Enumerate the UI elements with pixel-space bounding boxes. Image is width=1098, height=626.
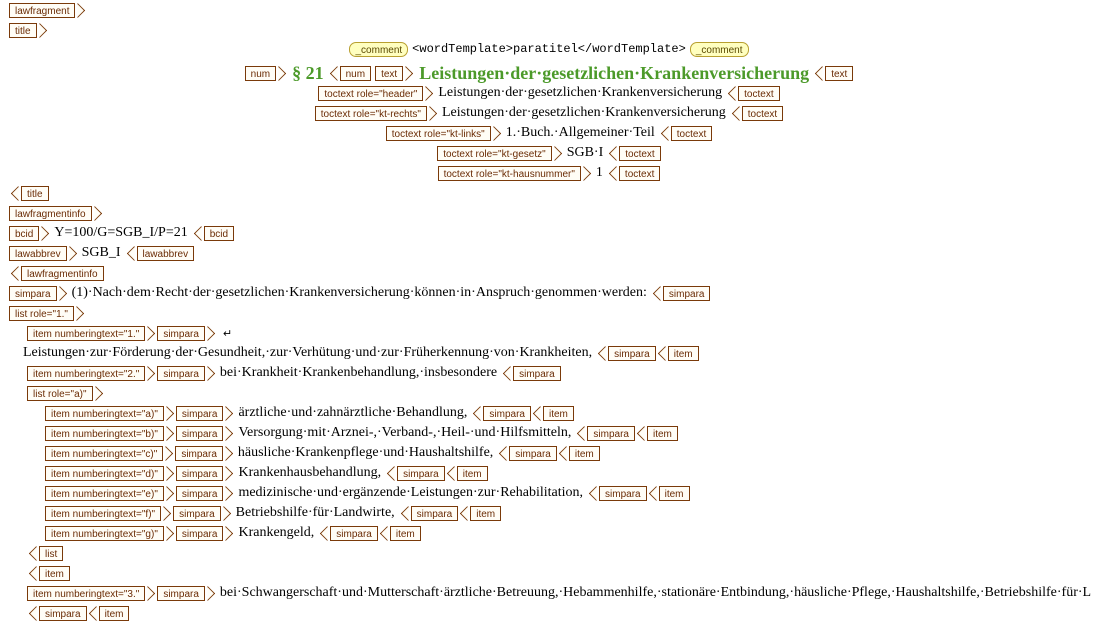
item-f-text[interactable]: Betriebshilfe·für·Landwirte, xyxy=(235,505,395,520)
row-toctext-kt-hausnummer xyxy=(0,164,1098,182)
item-c-start-tag[interactable]: item numberingtext="c)" xyxy=(45,446,163,461)
toctext-end-tag[interactable]: toctext xyxy=(619,146,660,161)
item-f-start-tag[interactable]: item numberingtext="f)" xyxy=(45,506,161,521)
simpara-end-tag[interactable]: simpara xyxy=(608,346,656,361)
row-item-g xyxy=(45,524,421,542)
toctext-kt-links-text[interactable]: 1.·Buch.·Allgemeiner·Teil xyxy=(505,125,655,140)
item-end-tag[interactable]: item xyxy=(39,566,70,581)
lawfragmentinfo-end-tag[interactable]: lawfragmentinfo xyxy=(21,266,104,281)
num-end-tag[interactable]: num xyxy=(340,66,371,81)
row-simpara-intro xyxy=(9,284,710,302)
row-heading xyxy=(0,62,1098,84)
toctext-header-start-tag[interactable]: toctext role="header" xyxy=(318,86,423,101)
simpara-start-tag[interactable]: simpara xyxy=(157,326,205,341)
item-c-text[interactable]: häusliche·Krankenpflege·und·Haushaltshilfe, xyxy=(237,445,494,460)
simpara-intro-text[interactable]: (1)·Nach·dem·Recht·der·gesetzlichen·Krankenversicherung·können·in·Anspruch·genommen·werden: xyxy=(71,285,647,300)
lawabbrev-start-tag[interactable]: lawabbrev xyxy=(9,246,67,261)
toctext-kt-hausnummer-text[interactable]: 1 xyxy=(595,165,603,180)
comment-start-tag[interactable]: _comment xyxy=(349,42,408,57)
item-a-start-tag[interactable]: item numberingtext="a)" xyxy=(45,406,164,421)
toctext-end-tag[interactable]: toctext xyxy=(742,106,783,121)
item-g-start-tag[interactable]: item numberingtext="g)" xyxy=(45,526,164,541)
simpara-end-tag[interactable]: simpara xyxy=(509,446,557,461)
item-d-start-tag[interactable]: item numberingtext="d)" xyxy=(45,466,164,481)
toctext-kt-rechts-start-tag[interactable]: toctext role="kt-rechts" xyxy=(315,106,427,121)
simpara-end-tag[interactable]: simpara xyxy=(411,506,459,521)
lawfragment-start-tag[interactable]: lawfragment xyxy=(9,3,75,18)
row-bcid xyxy=(9,224,234,242)
simpara-start-tag[interactable]: simpara xyxy=(157,366,205,381)
simpara-end-tag[interactable]: simpara xyxy=(330,526,378,541)
title-start-tag[interactable]: title xyxy=(9,23,37,38)
title-end-tag[interactable]: title xyxy=(21,186,49,201)
row-item-1-open xyxy=(27,324,232,342)
return-icon: ↵ xyxy=(222,326,233,340)
simpara-start-tag[interactable]: simpara xyxy=(9,286,57,301)
simpara-end-tag[interactable]: simpara xyxy=(663,286,711,301)
simpara-end-tag[interactable]: simpara xyxy=(587,426,635,441)
item-b-text[interactable]: Versorgung·mit·Arznei-,·Verband-,·Heil-·und·Hilfsmitteln, xyxy=(238,425,572,440)
simpara-end-tag[interactable]: simpara xyxy=(483,406,531,421)
item-end-tag[interactable]: item xyxy=(457,466,488,481)
row-item-3-close xyxy=(27,604,129,622)
toctext-kt-rechts-text[interactable]: Leistungen·der·gesetzlichen·Krankenversicherung xyxy=(441,105,726,120)
simpara-start-tag[interactable]: simpara xyxy=(175,446,223,461)
row-toctext-header xyxy=(0,84,1098,102)
row-title-open xyxy=(9,21,49,39)
simpara-end-tag[interactable]: simpara xyxy=(599,486,647,501)
item-g-text[interactable]: Krankengeld, xyxy=(238,525,315,540)
row-lawfragment-open xyxy=(9,1,87,19)
row-item-close xyxy=(27,564,70,582)
item-3-start-tag[interactable]: item numberingtext="3." xyxy=(27,586,145,601)
simpara-start-tag[interactable]: simpara xyxy=(176,466,224,481)
list-1-start-tag[interactable]: list role="1." xyxy=(9,306,74,321)
simpara-start-tag[interactable]: simpara xyxy=(157,586,205,601)
simpara-start-tag[interactable]: simpara xyxy=(176,426,224,441)
item-d-text[interactable]: Krankenhausbehandlung, xyxy=(238,465,382,480)
item-end-tag[interactable]: item xyxy=(470,506,501,521)
row-item-e xyxy=(45,484,690,502)
toctext-kt-gesetz-text[interactable]: SGB·I xyxy=(566,145,604,160)
row-item-f xyxy=(45,504,501,522)
simpara-start-tag[interactable]: simpara xyxy=(176,486,224,501)
simpara-start-tag[interactable]: simpara xyxy=(173,506,221,521)
row-lawabbrev xyxy=(9,244,194,262)
toctext-end-tag[interactable]: toctext xyxy=(619,166,660,181)
row-item-2 xyxy=(27,364,561,382)
section-number[interactable]: § 21 xyxy=(292,62,324,83)
row-item-c xyxy=(45,444,600,462)
item-2-text[interactable]: bei·Krankheit·Krankenbehandlung,·insbesondere xyxy=(219,365,498,380)
row-title-close xyxy=(9,184,49,202)
bcid-end-tag[interactable]: bcid xyxy=(204,226,234,241)
row-list-a-open xyxy=(27,384,105,402)
bcid-text[interactable]: Y=100/G=SGB_I/P=21 xyxy=(54,225,188,240)
text-end-tag[interactable]: text xyxy=(825,66,853,81)
row-item-d xyxy=(45,464,488,482)
item-end-tag[interactable]: item xyxy=(99,606,130,621)
item-b-start-tag[interactable]: item numberingtext="b)" xyxy=(45,426,164,441)
item-e-start-tag[interactable]: item numberingtext="e)" xyxy=(45,486,164,501)
comment-end-tag[interactable]: _comment xyxy=(690,42,749,57)
item-1-start-tag[interactable]: item numberingtext="1." xyxy=(27,326,145,341)
item-end-tag[interactable]: item xyxy=(390,526,421,541)
word-template-text[interactable]: <wordTemplate>paratitel</wordTemplate> xyxy=(412,42,686,56)
lawfragmentinfo-start-tag[interactable]: lawfragmentinfo xyxy=(9,206,92,221)
lawabbrev-text[interactable]: SGB_I xyxy=(81,245,121,260)
item-2-start-tag[interactable]: item numberingtext="2." xyxy=(27,366,145,381)
item-end-tag[interactable]: item xyxy=(668,346,699,361)
simpara-start-tag[interactable]: simpara xyxy=(176,526,224,541)
row-item-a xyxy=(45,404,574,422)
bcid-start-tag[interactable]: bcid xyxy=(9,226,39,241)
row-list-1-open xyxy=(9,304,86,322)
item-end-tag[interactable]: item xyxy=(569,446,600,461)
simpara-end-tag[interactable]: simpara xyxy=(39,606,87,621)
item-a-text[interactable]: ärztliche·und·zahnärztliche·Behandlung, xyxy=(238,405,468,420)
toctext-header-text[interactable]: Leistungen·der·gesetzlichen·Krankenversicherung xyxy=(438,85,723,100)
row-toctext-kt-rechts xyxy=(0,104,1098,122)
row-lawfragmentinfo-open xyxy=(9,204,104,222)
row-item-b xyxy=(45,424,678,442)
text-start-tag[interactable]: text xyxy=(375,66,403,81)
simpara-start-tag[interactable]: simpara xyxy=(176,406,224,421)
row-toctext-kt-gesetz xyxy=(0,144,1098,162)
toctext-kt-hausnummer-start-tag[interactable]: toctext role="kt-hausnummer" xyxy=(438,166,581,181)
row-item-3 xyxy=(27,584,1095,602)
row-lawfragmentinfo-close xyxy=(9,264,104,282)
item-end-tag[interactable]: item xyxy=(647,426,678,441)
lawabbrev-end-tag[interactable]: lawabbrev xyxy=(137,246,195,261)
simpara-end-tag[interactable]: simpara xyxy=(513,366,561,381)
section-heading[interactable]: Leistungen·der·gesetzlichen·Krankenversicherung xyxy=(419,62,810,83)
item-1-text[interactable]: Leistungen·zur·Förderung·der·Gesundheit,·zur·Verhütung·und·zur·Früherkennung·von·Krankheiten, xyxy=(23,345,593,360)
item-3-text[interactable]: bei·Schwangerschaft·und·Mutterschaft·ärztliche·Betreuung,·Hebammenhilfe,·stationäre·Entbindung,·häusliche·Pflege,·Haushaltshilfe,·Betriebshilfe·für·L xyxy=(219,585,1092,600)
item-end-tag[interactable]: item xyxy=(659,486,690,501)
list-a-start-tag[interactable]: list role="a)" xyxy=(27,386,93,401)
list-end-tag[interactable]: list xyxy=(39,546,63,561)
toctext-end-tag[interactable]: toctext xyxy=(671,126,712,141)
simpara-end-tag[interactable]: simpara xyxy=(397,466,445,481)
row-toctext-kt-links xyxy=(0,124,1098,142)
toctext-kt-gesetz-start-tag[interactable]: toctext role="kt-gesetz" xyxy=(437,146,551,161)
toctext-end-tag[interactable]: toctext xyxy=(738,86,779,101)
row-item-1-text xyxy=(23,344,699,362)
toctext-kt-links-start-tag[interactable]: toctext role="kt-links" xyxy=(386,126,491,141)
num-start-tag[interactable]: num xyxy=(245,66,276,81)
item-e-text[interactable]: medizinische·und·ergänzende·Leistungen·zur·Rehabilitation, xyxy=(238,485,584,500)
item-end-tag[interactable]: item xyxy=(543,406,574,421)
row-comment xyxy=(0,40,1098,58)
row-list-close xyxy=(27,544,63,562)
